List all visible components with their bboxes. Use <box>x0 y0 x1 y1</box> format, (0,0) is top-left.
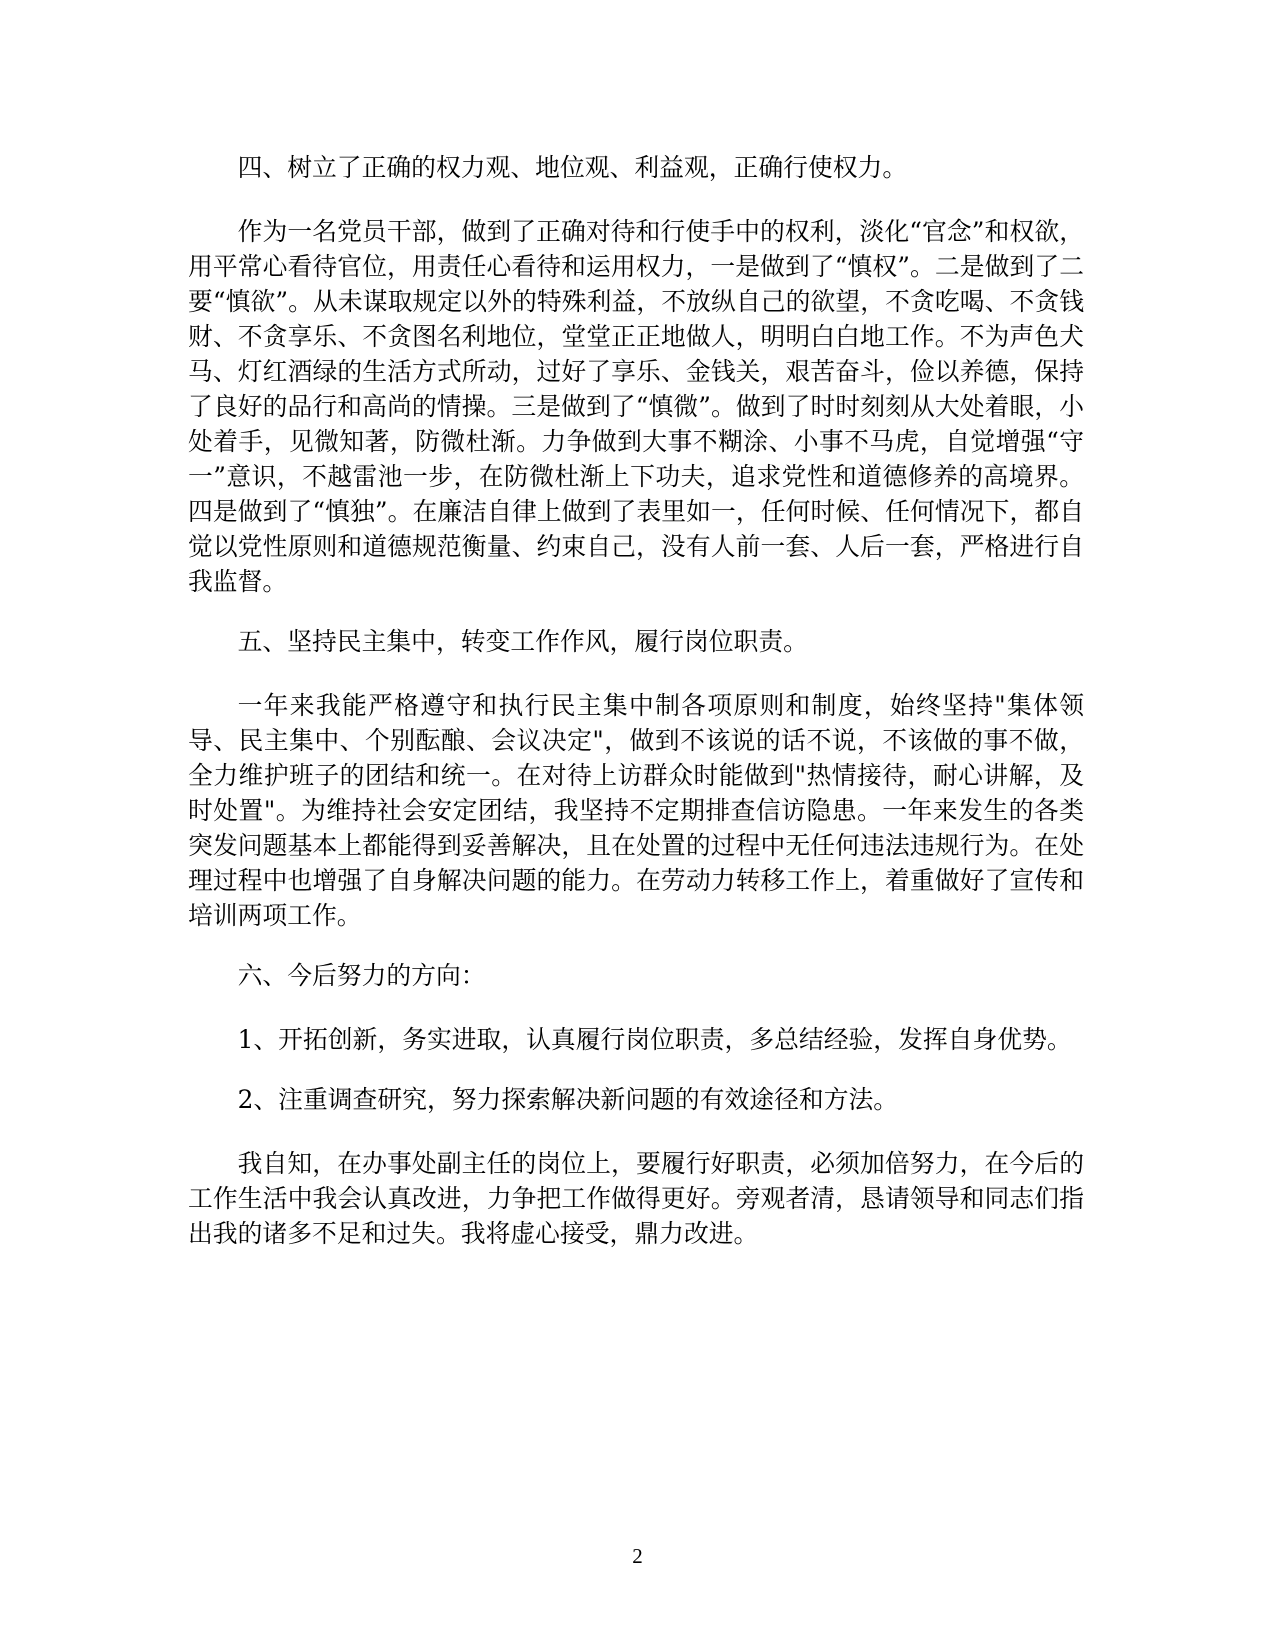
body-paragraph: 作为一名党员干部，做到了正确对待和行使手中的权利，淡化“官念”和权欲，用平常心看待官位，用责任心看待和运用权力，一是做到了“慎权”。二是做到了二要“慎欲”。从未谋取规定以外的特殊利益，不放纵自己的欲望，不贪吃喝、不贪钱财、不贪享乐、不贪图名利地位，堂堂正正地做人，明明白白地工作。不为声色犬马、灯红酒绿的生活方式所动，过好了享乐、金钱关，艰苦奋斗，俭以养德，保持了良好的品行和高尚的情操。三是做到了“慎微”。做到了时时刻刻从大处着眼，小处着手，见微知著，防微杜渐。力争做到大事不糊涂、小事不马虎，自觉增强“守一”意识，不越雷池一步，在防微杜渐上下功夫，追求党性和道德修养的高境界。四是做到了“慎独”。在廉洁自律上做到了表里如一，任何时候、任何情况下，都自觉以党性原则和道德规范衡量、约束自己，没有人前一套、人后一套，严格进行自我监督。 <box>188 217 1084 596</box>
section-heading-5: 五、坚持民主集中，转变工作作风，履行岗位职责。 <box>237 627 808 656</box>
section-heading-4: 四、树立了正确的权力观、地位观、利益观，正确行使权力。 <box>237 153 908 182</box>
body-paragraph: 一年来我能严格遵守和执行民主集中制各项原则和制度，始终坚持"集体领导、民主集中、个别酝酿、会议决定"，做到不该说的话不说，不该做的事不做，全力维护班子的团结和统一。在对待上访群众时能做到"热情接待，耐心讲解，及时处置"。为维持社会安定团结，我坚持不定期排查信访隐患。一年来发生的各类突发问题基本上都能得到妥善解决，且在处置的过程中无任何违法违规行为。在处理过程中也增强了自身解决问题的能力。在劳动力转移工作上，着重做好了宣传和培训两项工作。 <box>188 691 1084 930</box>
list-item-2: 2、注重调查研究，努力探索解决新问题的有效途径和方法。 <box>237 1085 899 1114</box>
closing-paragraph: 我自知，在办事处副主任的岗位上，要履行好职责，必须加倍努力，在今后的工作生活中我会认真改进，力争把工作做得更好。旁观者清，恳请领导和同志们指出我的诸多不足和过失。我将虚心接受，鼎力改进。 <box>188 1149 1084 1248</box>
list-item-1: 1、开拓创新，务实进取，认真履行岗位职责，多总结经验，发挥自身优势。 <box>237 1025 1072 1054</box>
page-number: 2 <box>632 1544 643 1568</box>
document-body <box>188 150 1084 1276</box>
section-heading-6: 六、今后努力的方向： <box>237 961 486 990</box>
